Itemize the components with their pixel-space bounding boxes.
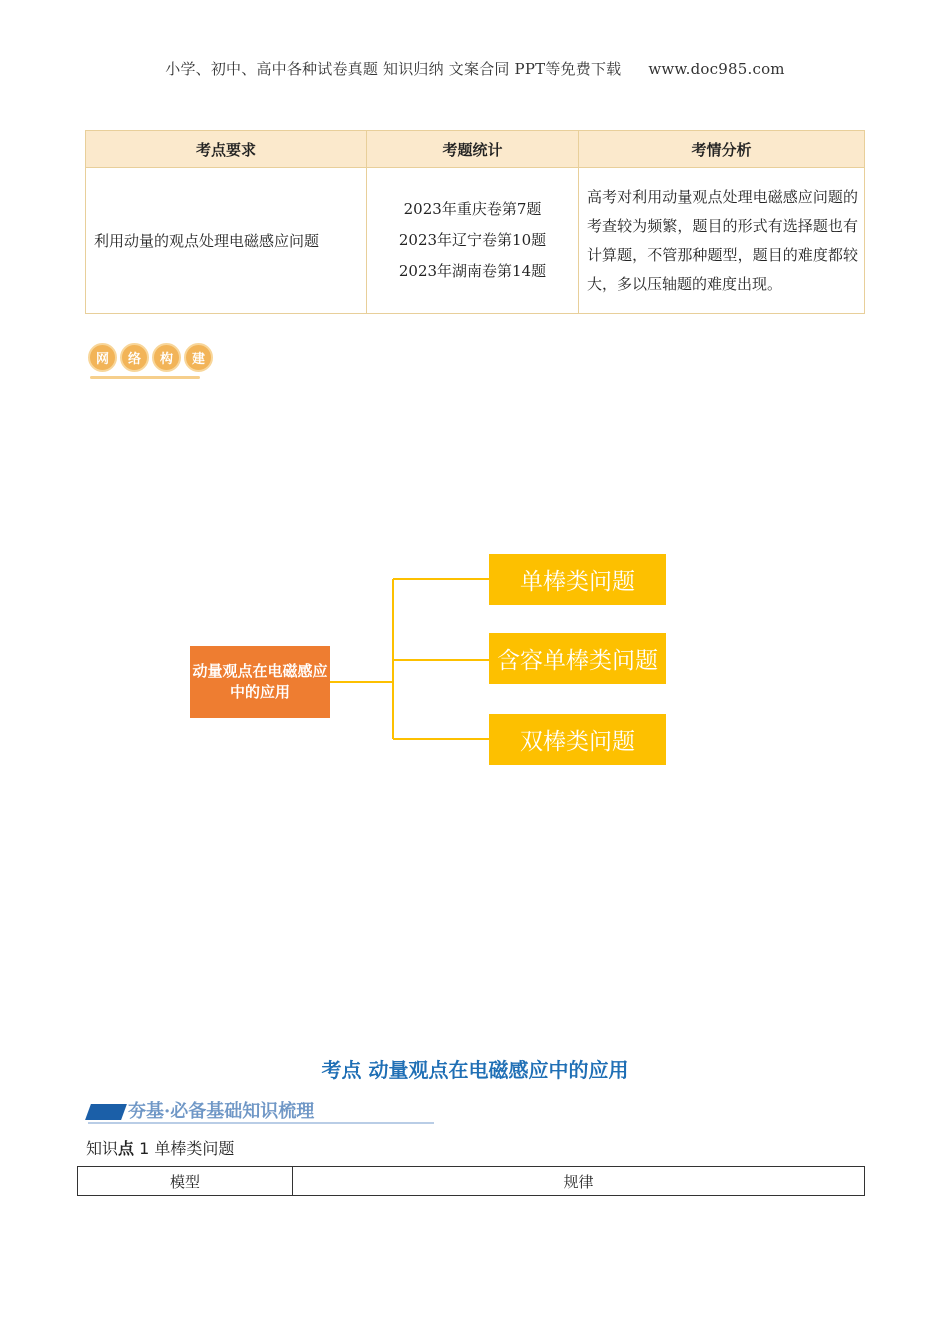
model-header: 模型	[78, 1167, 293, 1196]
header-text: 小学、初中、高中各种试卷真题 知识归纳 文案合同 PPT等免费下载	[165, 60, 622, 78]
section-title: 考点 动量观点在电磁感应中的应用	[321, 1058, 629, 1082]
knowledge-point-title	[86, 1136, 234, 1159]
banner-underline	[88, 1122, 434, 1124]
requirement-cell: 利用动量的观点处理电磁感应问题	[86, 168, 367, 314]
stat-item: 2023年重庆卷第7题	[403, 200, 542, 218]
banner-accent	[85, 1104, 127, 1120]
mindmap-branch-capacitor-rod: 含容单棒类问题	[489, 633, 666, 684]
rule-header: 规律	[293, 1167, 865, 1196]
header-statistics: 考题统计	[367, 131, 579, 168]
banner-text: 夯基·必备基础知识梳理	[128, 1101, 315, 1122]
analysis-cell: 高考对利用动量观点处理电磁感应问题的考查较为频繁，题目的形式有选择题也有计算题，不管那种题型，题目的难度都较大，多以压轴题的难度出现。	[579, 168, 865, 314]
mindmap-branch-single-rod: 单棒类问题	[489, 554, 666, 605]
stat-item: 2023年辽宁卷第10题	[398, 231, 547, 249]
kp-prefix: 知识	[86, 1139, 119, 1158]
kp-label: 单棒类问题	[154, 1139, 235, 1158]
header-requirement: 考点要求	[86, 131, 367, 168]
stat-item: 2023年湖南卷第14题	[398, 262, 547, 280]
badge-char: 构	[152, 343, 181, 372]
header-analysis: 考情分析	[579, 131, 865, 168]
mindmap-branch-double-rod: 双棒类问题	[489, 714, 666, 765]
mindmap-root: 动量观点在电磁感应中的应用	[190, 646, 330, 718]
foundation-banner	[88, 1096, 434, 1124]
kp-bold: 点	[118, 1139, 135, 1158]
badge-char: 络	[120, 343, 149, 372]
kp-num: 1	[139, 1139, 150, 1158]
badge-char: 建	[184, 343, 213, 372]
header-url[interactable]: www.doc985.com	[648, 60, 785, 78]
badge-char: 网	[88, 343, 117, 372]
model-table	[77, 1166, 865, 1196]
